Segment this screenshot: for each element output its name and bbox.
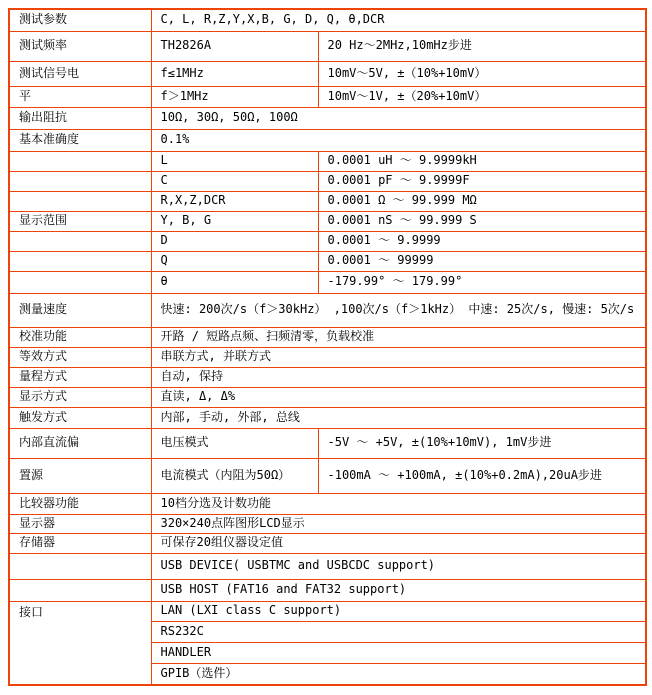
value-rs232c: RS232C (151, 621, 646, 642)
table-row (9, 191, 646, 211)
value-range-q: 0.0001 ～ 99999 (318, 251, 646, 271)
spec-table (8, 8, 647, 686)
label-empty (9, 579, 151, 601)
table-row (9, 86, 646, 107)
label-measure-speed: 测量速度 (9, 293, 151, 327)
table-row (9, 151, 646, 171)
value-basic-accuracy: 0.1% (151, 129, 646, 151)
value-range-rxzdcr: 0.0001 Ω ～ 99.999 MΩ (318, 191, 646, 211)
label-empty (9, 553, 151, 579)
value-param-l: L (151, 151, 318, 171)
value-freq-gt-1mhz: f＞1MHz (151, 86, 318, 107)
table-row (9, 271, 646, 293)
table-row (9, 601, 646, 621)
value-param-ybg: Y, B, G (151, 211, 318, 231)
table-row (9, 407, 646, 428)
value-param-c: C (151, 171, 318, 191)
value-range-l: 0.0001 uH ～ 9.9999kH (318, 151, 646, 171)
label-empty (9, 171, 151, 191)
label-test-parameters: 测试参数 (9, 9, 151, 31)
value-model: TH2826A (151, 31, 318, 61)
value-usb-host: USB HOST (FAT16 and FAT32 support) (151, 579, 646, 601)
value-trigger-mode: 内部, 手动, 外部, 总线 (151, 407, 646, 428)
label-test-signal-level-1: 测试信号电 (9, 61, 151, 86)
label-empty (9, 251, 151, 271)
value-param-q: Q (151, 251, 318, 271)
table-row (9, 493, 646, 514)
table-row (9, 251, 646, 271)
value-gpib: GPIB（选件） (151, 663, 646, 685)
table-row (9, 171, 646, 191)
label-empty (9, 271, 151, 293)
value-test-parameters: C, L, R,Z,Y,X,B, G, D, Q, θ,DCR (151, 9, 646, 31)
label-display-range: 显示范围 (9, 211, 151, 231)
table-row (9, 327, 646, 347)
label-empty (9, 151, 151, 171)
label-calibration: 校准功能 (9, 327, 151, 347)
value-level-le-1mhz: 10mV～5V, ±（10%+10mV） (318, 61, 646, 86)
table-row (9, 347, 646, 367)
label-dc-bias-2: 置源 (9, 458, 151, 493)
value-range-c: 0.0001 pF ～ 9.9999F (318, 171, 646, 191)
value-display-mode: 直读, Δ, Δ% (151, 387, 646, 407)
value-output-impedance: 10Ω, 30Ω, 50Ω, 100Ω (151, 107, 646, 129)
value-range-mode: 自动, 保持 (151, 367, 646, 387)
value-current-mode: 电流模式（内阻为50Ω） (151, 458, 318, 493)
table-row (9, 293, 646, 327)
value-calibration: 开路 / 短路点频、扫频清零，负载校准 (151, 327, 646, 347)
label-output-impedance: 输出阻抗 (9, 107, 151, 129)
label-empty (9, 191, 151, 211)
table-row (9, 533, 646, 553)
value-equivalent-mode: 串联方式, 并联方式 (151, 347, 646, 367)
value-frequency-range: 20 Hz～2MHz,10mHz步进 (318, 31, 646, 61)
label-interface: 接口 (9, 601, 151, 685)
value-range-ybg: 0.0001 nS ～ 99.999 S (318, 211, 646, 231)
value-handler: HANDLER (151, 642, 646, 663)
value-lan: LAN (LXI class C support) (151, 601, 646, 621)
table-row (9, 107, 646, 129)
value-level-gt-1mhz: 10mV～1V, ±（20%+10mV） (318, 86, 646, 107)
table-row (9, 31, 646, 61)
value-range-d: 0.0001 ～ 9.9999 (318, 231, 646, 251)
value-param-theta: θ (151, 271, 318, 293)
table-row (9, 367, 646, 387)
value-usb-device: USB DEVICE( USBTMC and USBCDC support) (151, 553, 646, 579)
table-row (9, 458, 646, 493)
table-row (9, 61, 646, 86)
value-voltage-mode: 电压模式 (151, 428, 318, 458)
value-voltage-range: -5V ～ +5V, ±(10%+10mV), 1mV步进 (318, 428, 646, 458)
value-memory: 可保存20组仪器设定值 (151, 533, 646, 553)
label-display-mode: 显示方式 (9, 387, 151, 407)
label-test-signal-level-2: 平 (9, 86, 151, 107)
table-row (9, 514, 646, 533)
label-range-mode: 量程方式 (9, 367, 151, 387)
table-row (9, 231, 646, 251)
label-test-frequency: 测试频率 (9, 31, 151, 61)
value-range-theta: -179.99° ～ 179.99° (318, 271, 646, 293)
table-row (9, 579, 646, 601)
value-freq-le-1mhz: f≤1MHz (151, 61, 318, 86)
label-empty (9, 231, 151, 251)
label-trigger-mode: 触发方式 (9, 407, 151, 428)
value-param-rxzdcr: R,X,Z,DCR (151, 191, 318, 211)
table-row (9, 428, 646, 458)
label-dc-bias-1: 内部直流偏 (9, 428, 151, 458)
value-param-d: D (151, 231, 318, 251)
table-row (9, 9, 646, 31)
value-current-range: -100mA ～ +100mA, ±(10%+0.2mA),20uA步进 (318, 458, 646, 493)
value-display: 320×240点阵图形LCD显示 (151, 514, 646, 533)
label-display: 显示器 (9, 514, 151, 533)
table-row (9, 211, 646, 231)
label-memory: 存储器 (9, 533, 151, 553)
value-comparator: 10档分选及计数功能 (151, 493, 646, 514)
label-equivalent-mode: 等效方式 (9, 347, 151, 367)
spec-table-body (9, 9, 646, 685)
table-row (9, 553, 646, 579)
value-measure-speed: 快速: 200次/s（f＞30kHz） ,100次/s（f＞1kHz） 中速: 25次/s, 慢速: 5次/s (151, 293, 646, 327)
table-row (9, 387, 646, 407)
label-comparator: 比较器功能 (9, 493, 151, 514)
spec-sheet (8, 8, 647, 686)
table-row (9, 129, 646, 151)
label-basic-accuracy: 基本准确度 (9, 129, 151, 151)
